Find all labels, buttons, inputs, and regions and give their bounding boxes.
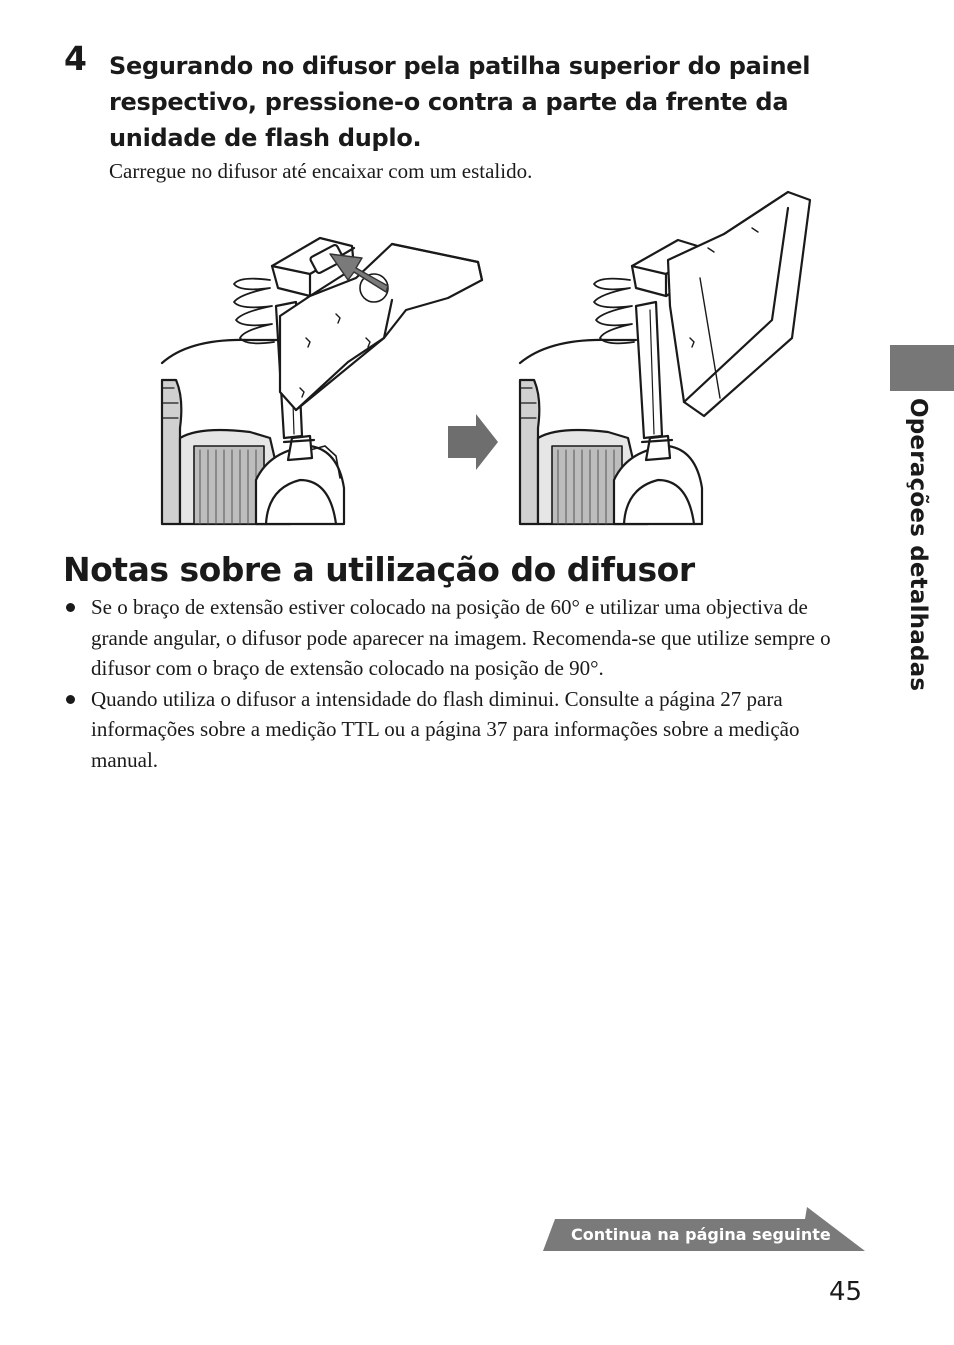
section-tab-marker bbox=[890, 345, 954, 391]
section-tab-label bbox=[902, 398, 934, 718]
after-attach-illustration bbox=[520, 192, 810, 524]
bullet-icon bbox=[66, 603, 75, 612]
list-item bbox=[63, 684, 863, 776]
right-arrow-icon bbox=[448, 414, 498, 470]
continue-label: Continua na página seguinte bbox=[571, 1225, 831, 1244]
step-title: Segurando no difusor pela patilha superior do painel respectivo, pressione-o contra a parte da frente da unidade de flash duplo. bbox=[109, 52, 811, 152]
note-text: Se o braço de extensão estiver colocado na posição de 60° e utilizar uma objectiva de grande angular, o difusor pode aparecer na imagem. Recomenda-se que utilize sempre o difusor com o braço de extensão colocado na posição de 90°. bbox=[91, 595, 831, 680]
notes-list bbox=[63, 592, 863, 775]
diffuser-illustration bbox=[160, 188, 820, 528]
step-subtitle: Carregue no difusor até encaixar com um estalido. bbox=[109, 159, 533, 183]
before-attach-illustration bbox=[162, 238, 482, 524]
section-title: Notas sobre a utilização do difusor bbox=[63, 550, 695, 589]
bullet-icon bbox=[66, 695, 75, 704]
page-number: 45 bbox=[829, 1277, 863, 1307]
note-text: Quando utiliza o difusor a intensidade do flash diminui. Consulte a página 27 para informações sobre a medição TTL ou a página 37 para informações sobre a medição manual. bbox=[91, 686, 800, 772]
section-tab-text: Operações detalhadas bbox=[905, 398, 931, 692]
step-number: 4 bbox=[64, 39, 87, 78]
list-item bbox=[63, 592, 863, 684]
